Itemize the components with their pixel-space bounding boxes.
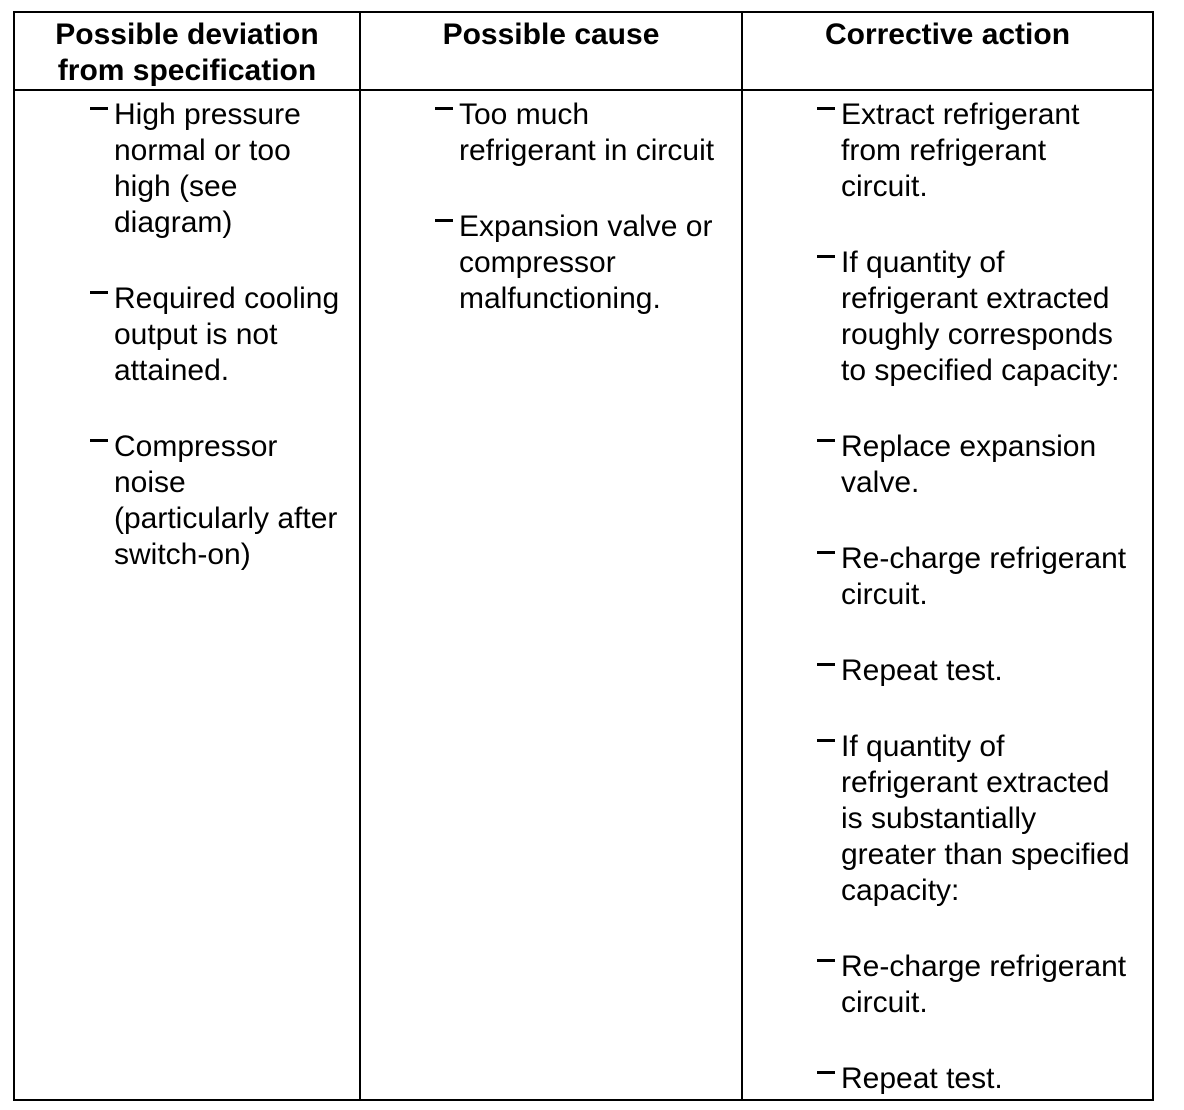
deviation-item: Compressor noise (particularly after switch-on)	[90, 429, 339, 573]
action-item: Repeat test.	[817, 653, 1130, 689]
dash-bullet	[817, 107, 835, 110]
action-item: If quantity of refrigerant extracted roughly corresponds to specified capacity:	[817, 245, 1130, 389]
column-divider	[359, 13, 361, 1099]
dash-bullet	[817, 739, 835, 742]
dash-bullet	[817, 255, 835, 258]
deviation-item: High pressure normal or too high (see diagram)	[90, 97, 339, 241]
action-column	[817, 97, 1130, 1097]
action-item: Repeat test.	[817, 1061, 1130, 1097]
action-item: Re-charge refrigerant circuit.	[817, 541, 1130, 613]
column-divider	[741, 13, 743, 1099]
dash-bullet	[817, 1071, 835, 1074]
dash-bullet	[817, 959, 835, 962]
dash-bullet	[90, 107, 108, 110]
dash-bullet	[90, 291, 108, 294]
dash-bullet	[817, 439, 835, 442]
cause-column	[435, 97, 714, 357]
dash-bullet	[435, 107, 453, 110]
header-action: Corrective action	[824, 18, 1071, 51]
troubleshooting-table	[13, 11, 1154, 1101]
deviation-item: Required cooling output is not attained.	[90, 281, 339, 389]
cause-item: Expansion valve or compressor malfunctioning.	[435, 209, 714, 317]
dash-bullet	[817, 663, 835, 666]
dash-bullet	[90, 439, 108, 442]
action-item: Re-charge refrigerant circuit.	[817, 949, 1130, 1021]
dash-bullet	[817, 551, 835, 554]
header-cause: Possible cause	[442, 18, 660, 51]
dash-bullet	[435, 219, 453, 222]
deviation-column	[90, 97, 339, 613]
action-item: Replace expansion valve.	[817, 429, 1130, 501]
header-divider	[15, 89, 1152, 91]
header-deviation: Possible deviation from specification	[55, 18, 319, 87]
action-item: If quantity of refrigerant extracted is substantially greater than specified capacity:	[817, 729, 1130, 909]
cause-item: Too much refrigerant in circuit	[435, 97, 714, 169]
action-item: Extract refrigerant from refrigerant circuit.	[817, 97, 1130, 205]
